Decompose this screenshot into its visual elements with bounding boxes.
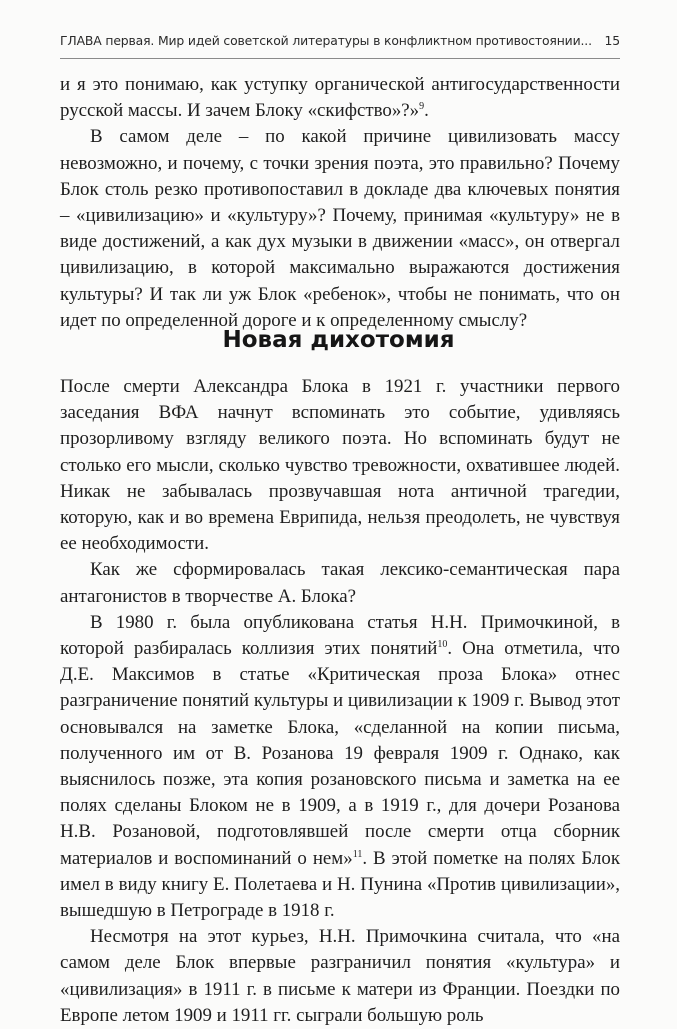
running-header <box>60 33 620 48</box>
section-text-block <box>60 374 620 1029</box>
section-heading: Новая дихотомия <box>222 327 455 353</box>
paragraph: Несмотря на этот курьез, Н.Н. Примочкина считала, что «на самом деле Блок впервые разграничил понятия «культура» и «цивилизация» в 1911 г. в письме к матери из Франции. Поездки по Европе летом 1909 и 1911 гг. сыграли большую роль <box>60 926 620 1026</box>
footnote-ref-10[interactable]: 10 <box>437 639 448 651</box>
paragraph-continuation: и я это понимаю, как уступку органической антигосударственности русской массы. И зачем Блоку «скифство»?»$^9$. <box>60 74 620 122</box>
running-title: ГЛАВА первая. Мир идей советской литературы в конфликтном противостоянии... <box>60 33 592 48</box>
paragraph: В самом деле – по какой причине цивилизовать массу невозможно, и почему, с точки зрения поэта, это правильно? Почему Блок столь резко противопоставил в докладе два ключевых понятия – «цивилизацию» и «культуру»? Почему, принимая «культуру» не в виде достижений, а как дух музыки в движении «масс», он отвергал цивилизацию, в которой максимально выражаются достижения культуры? И так ли уж Блок «ребенок», чтобы не понимать, что он идет по определенной дороге и к определенному смыслу? <box>60 126 620 331</box>
intro-text-block <box>60 72 620 334</box>
footnote-ref-9[interactable]: 9 <box>419 101 425 113</box>
page-number: 15 <box>604 33 620 48</box>
header-divider <box>60 58 620 59</box>
paragraph: Как же сформировалась такая лексико-семантическая пара антагонистов в творчестве А. Блока? <box>60 559 620 607</box>
paragraph: В 1980 г. была опубликована статья Н.Н. Примочкиной, в которой разбиралась коллизия этих понятий$^{10}$. Она отметила, что Д.Е. Максимов в статье «Критическая проза Блока» отнес разграничение понятий культуры и цивилизации к 1909 г. Вывод этот основывался на заметке Блока, «сделанной на копии письма, полученного им от В. Розанова 19 февраля 1909 г. Однако, как выяснилось позже, эта копия розановского письма и заметка на ее полях сделаны Блоком не в 1909, а в 1919 г., для дочери Розанова Н.В. Розановой, подготовлявшей после смерти отца сборник материалов и воспоминаний о нем»$^{11}$. В этой пометке на полях Блок имел в виду книгу Е. Полетаева и Н. Пунина «Против цивилизации», вышедшую в Петрограде в 1918 г. <box>60 611 620 922</box>
paragraph: После смерти Александра Блока в 1921 г. участники первого заседания ВФА начнут вспоминать это событие, удивляясь прозорливому взгляду великого поэта. Но вспоминать будут не столько его мысли, сколько чувство тревожности, охватившее людей. Никак не забывалась прозвучавшая нота античной трагедии, которую, как и во времена Еврипида, нельзя преодолеть, не чувствуя ее необходимости. <box>60 376 620 555</box>
footnote-ref-11[interactable]: 11 <box>352 848 363 860</box>
